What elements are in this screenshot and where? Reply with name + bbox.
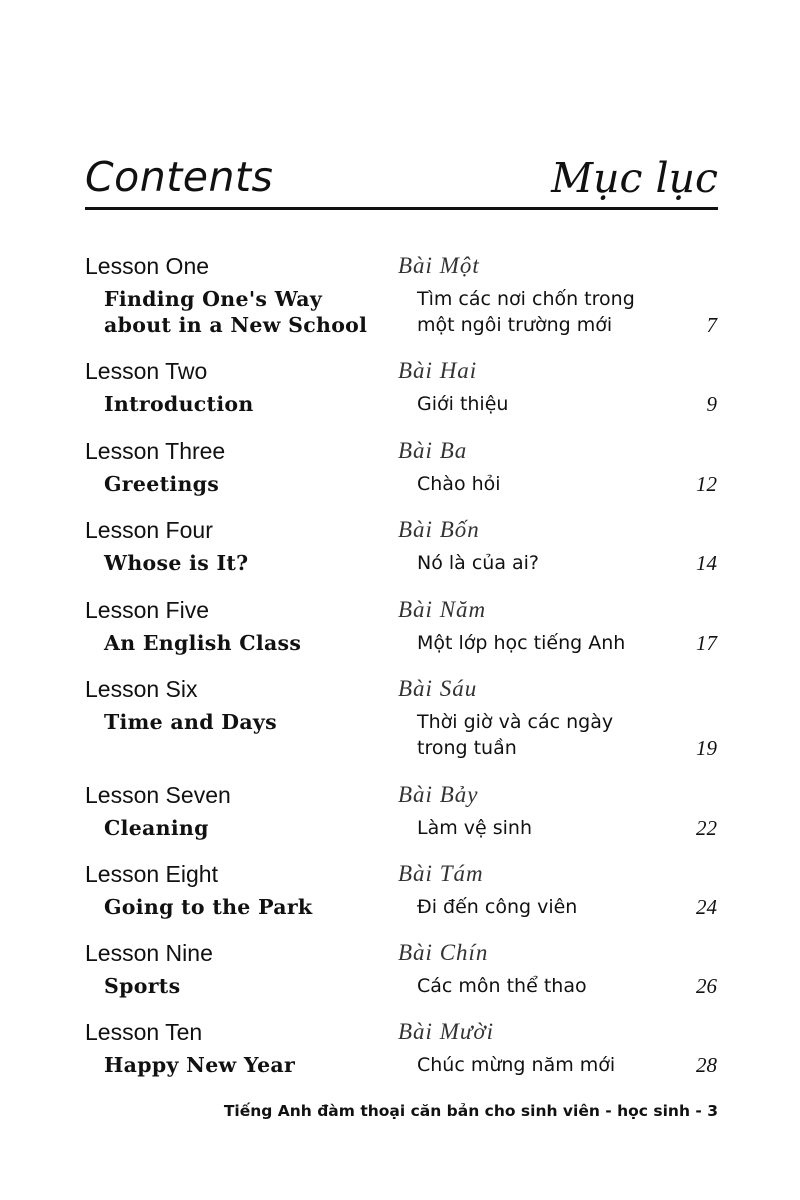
lesson-title-vn: Các môn thể thao (417, 975, 587, 997)
lesson-label-en: Lesson Ten (85, 1019, 203, 1045)
lesson-title-vn: Chào hỏi (417, 473, 501, 495)
lesson-label-en: Lesson Six (85, 676, 198, 702)
lesson-label-vn: Bài Hai (398, 358, 478, 383)
lesson-title-vn: Đi đến công viên (417, 896, 578, 918)
lesson-title-vn: Làm vệ sinh (417, 817, 533, 839)
lesson-label-vn: Bài Sáu (398, 676, 478, 701)
page-number: 9 (706, 392, 717, 416)
muc-luc-heading: Mục lục (551, 154, 718, 202)
page-number: 19 (696, 736, 717, 760)
lesson-title-en: Happy New Year (104, 1053, 296, 1077)
lesson-title-en: Cleaning (104, 816, 209, 840)
page-number: 28 (696, 1053, 717, 1077)
lesson-label-vn: Bài Bốn (398, 517, 480, 542)
contents-heading: Contents (85, 153, 274, 201)
lesson-title-en: Sports (104, 974, 181, 998)
lesson-title-en: An English Class (104, 631, 302, 655)
lesson-label-en: Lesson Three (85, 438, 226, 464)
lesson-label-en: Lesson Four (85, 517, 213, 543)
lesson-label-en: Lesson Nine (85, 940, 213, 966)
page-number: 12 (696, 472, 717, 496)
lesson-label-vn: Bài Mười (398, 1019, 495, 1044)
lesson-title-en: Time and Days (104, 710, 277, 734)
lesson-title-en: Going to the Park (104, 895, 313, 919)
lesson-label-en: Lesson Seven (85, 782, 231, 808)
lesson-title-vn: Một lớp học tiếng Anh (417, 632, 626, 654)
lesson-label-vn: Bài Ba (398, 438, 468, 463)
lesson-label-en: Lesson Two (85, 358, 208, 384)
lesson-title-vn: Nó là của ai? (417, 552, 540, 574)
lesson-label-en: Lesson Five (85, 597, 210, 623)
page-number: 14 (696, 551, 717, 575)
page-number: 24 (696, 895, 717, 919)
lesson-label-vn: Bài Bảy (398, 782, 479, 807)
page-number: 26 (696, 974, 717, 998)
lesson-title-vn: Tìm các nơi chốn trong một ngôi trường mới (417, 288, 635, 336)
lesson-title-en: Greetings (104, 472, 220, 496)
lesson-label-vn: Bài Tám (398, 861, 484, 886)
lesson-label-vn: Bài Chín (398, 940, 489, 965)
lesson-title-en: Whose is It? (104, 551, 249, 575)
lesson-title-vn: Chúc mừng năm mới (417, 1054, 616, 1076)
page-number: 7 (706, 313, 717, 337)
lesson-title-vn: Giới thiệu (417, 393, 509, 415)
page-footer: Tiếng Anh đàm thoại căn bản cho sinh viên - học sinh - 3 (223, 1102, 718, 1120)
page-number: 22 (696, 816, 717, 840)
lesson-title-en: Finding One's Way about in a New School (104, 287, 368, 337)
lesson-label-en: Lesson Eight (85, 861, 218, 887)
lesson-label-en: Lesson One (85, 253, 210, 279)
lesson-label-vn: Bài Năm (398, 597, 487, 622)
lesson-title-en: Introduction (104, 392, 254, 416)
lesson-label-vn: Bài Một (398, 253, 480, 278)
lesson-title-vn: Thời giờ và các ngày trong tuần (417, 711, 614, 759)
page-number: 17 (696, 631, 717, 655)
